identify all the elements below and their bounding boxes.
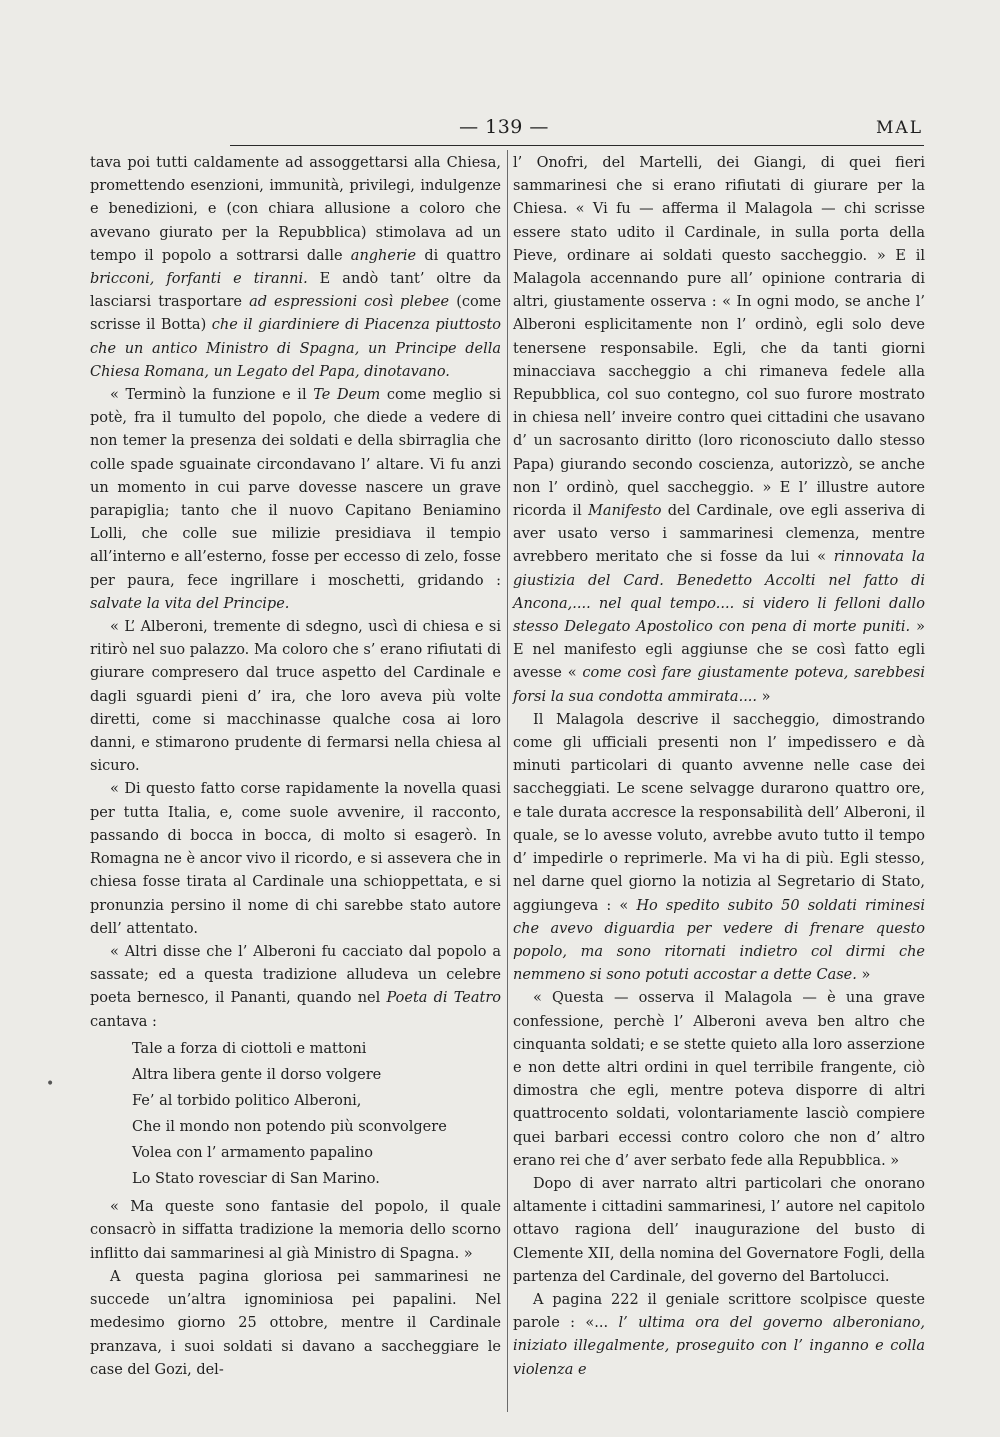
paragraph: Il Malagola descrive il saccheggio, dimostrando come gli ufficiali presenti non l’ impedissero e dà minuti particolari di quanto avvenne nelle case dei saccheggiati. Le scene selvagge durarono quattro ore, e tale durata accresce la responsabilità dell’ Alberoni, il quale, se lo avesse voluto, avrebbe avuto tutto il tempo d’ impedirle o reprimerle. Ma vi ha di più. Egli stesso, nel darne quel giorno la notizia al Segretario di Stato, aggiungeva : « Ho spedito subito 50 soldati riminesi che avevo diguardia per vedere di frenare questo popolo, ma sono ritornati indietro col dirmi che nemmeno si sono potuti accostar a dette Case. »	[513, 711, 925, 984]
page-mark: •	[46, 1076, 55, 1092]
paragraph: « L’ Alberoni, tremente di sdegno, uscì di chiesa e si ritirò nel suo palazzo. Ma coloro che s’ erano rifiutati di giurare compresero dal truce aspetto del Cardinale e dagli sguardi pieni d’ ira, che loro aveva più volte diretti, come si macchinasse qualche cosa ai loro danni, e stimarono prudente di fermarsi nella chiesa al sicuro.	[90, 619, 501, 775]
page-number: — 139 —	[459, 116, 549, 138]
paragraph: « Di questo fatto corse rapidamente la novella quasi per tutta Italia, e, come suole avvenire, il racconto, passando di bocca in bocca, di molto si esagerò. In Romagna ne è ancor vivo il ricordo, e si assevera che in chiesa fosse tirata al Cardinale una schioppettata, e si pronunzia persino il nome di chi sarebbe stato autore dell’ attentato.	[90, 781, 501, 937]
poem-line: Lo Stato rovesciar di San Marino.	[132, 1171, 380, 1188]
left-column	[90, 152, 501, 1382]
header-rule	[230, 145, 924, 146]
running-head: MAL	[876, 118, 923, 138]
paragraph: l’ Onofri, del Martelli, dei Giangi, di quei fieri sammarinesi che si erano rifiutati di giurare per la Chiesa. « Vi fu — afferma il Malagola — chi scrisse essere stato udito il Cardinale, in sulla porta della Pieve, ordinare ai soldati questo saccheggio. » E il Malagola accennando pure all’ opinione contraria di altri, giustamente osserva : « In ogni modo, se anche l’ Alberoni esplicitamente non l’ ordinò, egli solo deve tenersene responsabile. Egli, che da tanti giorni minacciava saccheggio a chi rimaneva fedele alla Repubblica, col suo contegno, col suo furore mostrato in chiesa nell’ inveire contro quei cittadini che usavano d’ un sacrosanto diritto (loro riconosciuto dallo stesso Papa) giurando secondo coscienza, autorizzò, se anche non l’ ordinò, quel saccheggio. » E l’ illustre autore ricorda il Manifesto del Cardinale, ove egli asseriva di aver usato verso i sammarinesi clemenza, mentre avrebbero meritato che si fosse da lui « rinnovata la giustizia del Card. Benedetto Accolti nel fatto di Ancona,.... nel qual tempo.... si videro li felloni dallo stesso Delegato Apostolico con pena di morte puniti. » E nel manifesto egli aggiunse che se così fatto egli avesse « come così fare giustamente poteva, sarebbesi forsi la sua condotta ammirata.... »	[513, 155, 926, 705]
poem-line: Fe’ al torbido politico Alberoni,	[132, 1092, 362, 1109]
paragraph: tava poi tutti caldamente ad assoggettarsi alla Chiesa, promettendo esenzioni, immunità, privilegi, indulgenze e benedizioni, e (con chiara allusione a coloro che avevano giurato per la Repubblica) stimolava ad un tempo il popolo a sottrarsi dalle angherie di quattro bricconi, forfanti e tiranni. E andò tant’ oltre da lasciarsi trasportare ad espressioni così plebee (come scrisse il Botta) che il giardiniere di Piacenza piuttosto che un antico Ministro di Spagna, un Principe della Chiesa Romana, un Legato del Papa, dinotavano.	[90, 155, 502, 380]
poem-line: Che il mondo non potendo più sconvolgere	[132, 1119, 447, 1135]
paragraph: « Terminò la funzione e il Te Deum come meglio si potè, fra il tumulto del popolo, che diede a vedere di non temer la presenza dei soldati e della sbirraglia che colle spade sguainate circondavano l’ altare. Vi fu anzi un momento in cui parve dovesse nascere un grave parapiglia; tanto che il nuovo Capitano Beniamino Lolli, che colle sue milizie presidiava il tempio all’interno e all’esterno, fosse per eccesso di zelo, fosse per paura, fece ingrillare i moschetti, gridando : salvate la vita del Principe.	[90, 387, 502, 612]
poem-line: Volea con l’ armamento papalino	[132, 1145, 373, 1162]
poem-line: Altra libera gente il dorso volgere	[132, 1066, 382, 1083]
page-header	[85, 116, 923, 142]
paragraph: « Questa — osserva il Malagola — è una grave confessione, perchè l’ Alberoni aveva ben altro che cinquanta soldati; e se stette quieto alla loro asserzione e non dette altri ordini in quel terribile frangente, ciò dimostra che egli, mentre poteva disporre di altri quattrocento soldati, volontariamente lasciò compiere quei barbari eccessi contro coloro che non d’ altro erano rei che d’ aver serbato fede alla Repubblica. »	[513, 990, 925, 1169]
poem-line: Tale a forza di ciottoli e mattoni	[132, 1040, 367, 1057]
right-column	[513, 152, 925, 1382]
column-divider	[507, 150, 508, 1412]
poem-quotation	[132, 1036, 501, 1193]
paragraph: A questa pagina gloriosa pei sammarinesi ne succede un’altra ignominiosa pei papalini. Nel medesimo giorno 25 ottobre, mentre il Cardinale pranzava, i suoi soldati si davano a saccheggiare le case del Gozi, del-	[90, 1268, 501, 1378]
paragraph: Dopo di aver narrato altri particolari che onorano altamente i cittadini sammarinesi, l’ autore nel capitolo ottavo ragiona dell’ inaugurazione del busto di Clemente XII, della nomina del Governatore Fogli, della partenza del Cardinale, del governo del Bartolucci.	[513, 1175, 925, 1285]
paragraph: A pagina 222 il geniale scrittore scolpisce queste parole : «... l’ ultima ora del governo alberoniano, iniziato illegalmente, proseguito con l’ inganno e colla violenza e	[513, 1291, 926, 1378]
paragraph: « Ma queste sono fantasie del popolo, il quale consacrò in siffatta tradizione la memoria dello scorno inflitto dai sammarinesi al già Ministro di Spagna. »	[90, 1199, 501, 1262]
paragraph: « Altri disse che l’ Alberoni fu cacciato dal popolo a sassate; ed a questa tradizione alludeva un celebre poeta bernesco, il Pananti, quando nel Poeta di Teatro cantava :	[90, 943, 501, 1030]
